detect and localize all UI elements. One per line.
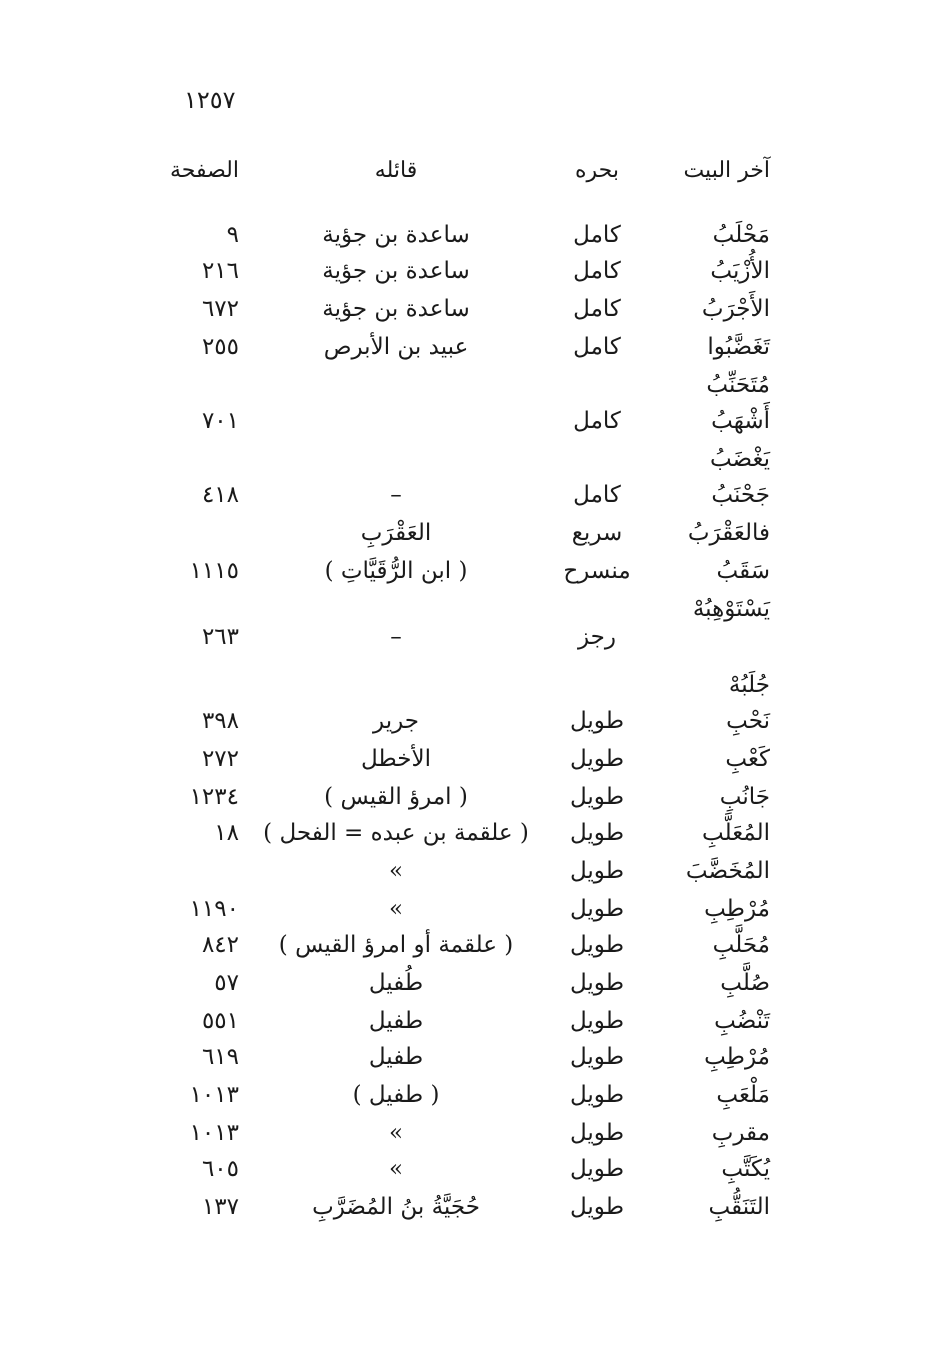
poet: ( علقمة أو امرؤ القيس ) [278, 932, 514, 958]
meter: طويل [569, 1194, 625, 1220]
page-ref: ٥٧ [214, 970, 239, 996]
rhyme-word: مَلْعَبِ [716, 1082, 770, 1108]
poet: ساعدة بن جؤية [322, 258, 470, 284]
meter: كامل [573, 222, 621, 248]
meter: طويل [569, 1082, 625, 1108]
rhyme-word: يَغْضَبُ [709, 446, 770, 472]
poet: العَقْرَبِ [360, 520, 432, 546]
poet: طُفيل [368, 970, 424, 996]
poet: جرير [373, 708, 419, 734]
poet: ( ابن الرُّقَيَّاتِ ) [324, 558, 468, 584]
page-ref: ٦٠٥ [201, 1156, 239, 1182]
rhyme-word: الأُزْيَبُ [710, 258, 770, 284]
page-ref: ٢٧٢ [201, 746, 239, 772]
poet: » [388, 858, 404, 884]
poet: ( طفيل ) [352, 1082, 440, 1108]
rhyme-word: مُحَلَّبِ [712, 932, 770, 958]
page-ref: ١٨ [214, 820, 239, 846]
page-ref: ٧٠١ [201, 408, 239, 434]
page-ref: ٢٦٣ [201, 624, 239, 650]
rhyme-word: مُتَحَنِّبُ [706, 372, 770, 398]
rhyme-word: يُكَتَّبِ [721, 1156, 770, 1182]
header-poet: قائله [374, 158, 418, 183]
poet: ساعدة بن جؤية [322, 296, 470, 322]
meter: طويل [569, 708, 625, 734]
page-ref: ١١٩٠ [189, 896, 239, 922]
poet: عبيد بن الأبرص [323, 334, 469, 360]
poet: » [388, 1156, 404, 1182]
rhyme-word: مُرْطِبِ [704, 896, 770, 922]
meter: طويل [569, 1008, 625, 1034]
page-ref: ١٣٧ [201, 1194, 239, 1220]
rhyme-word: أَشْهَبُ [711, 408, 770, 434]
meter: رجز [577, 624, 617, 650]
rhyme-word: سَقَبُ [716, 558, 770, 584]
rhyme-word: مَحْلَبُ [712, 222, 770, 248]
poet: » [388, 896, 404, 922]
rhyme-word: جَانُبِ [719, 784, 770, 810]
rhyme-word: مقربِ [711, 1120, 770, 1146]
page-ref: ٦١٩ [201, 1044, 239, 1070]
header-meter: بحره [575, 158, 619, 183]
rhyme-word: الأَجْرَبُ [701, 296, 770, 322]
meter: طويل [569, 784, 625, 810]
meter: كامل [573, 482, 621, 508]
rhyme-word: يَسْتَوْهِبُهْ [692, 596, 770, 622]
meter: طويل [569, 896, 625, 922]
rhyme-word: المُخَضَّبَ [685, 858, 770, 884]
meter: طويل [569, 1120, 625, 1146]
poet: الأخطل [360, 746, 432, 772]
page-ref: ١٠١٣ [189, 1120, 239, 1146]
rhyme-word: التَنَقُّبِ [708, 1194, 770, 1220]
poet: طفيل [368, 1008, 424, 1034]
rhyme-word: مُرْطِبِ [704, 1044, 770, 1070]
header-word: آخر البيت [683, 158, 770, 183]
meter: منسرح [563, 558, 631, 584]
rhyme-word: كَعْبِ [725, 746, 770, 772]
poet: حُجَيَّةُ بنُ المُضَرَّبِ [312, 1194, 480, 1220]
poet: طفيل [368, 1044, 424, 1070]
page-ref: ٢١٦ [201, 258, 239, 284]
rhyme-word: جَحْنَبُ [711, 482, 770, 508]
meter: طويل [569, 746, 625, 772]
page-ref: ١٠١٣ [189, 1082, 239, 1108]
poet: ( علقمة بن عبده = الفحل ) [263, 820, 529, 846]
meter: كامل [573, 334, 621, 360]
meter: طويل [569, 1156, 625, 1182]
meter: كامل [573, 408, 621, 434]
rhyme-word: تَنْضُبِ [714, 1008, 770, 1034]
meter: طويل [569, 932, 625, 958]
page-ref: ١٢٣٤ [189, 784, 239, 810]
meter: طويل [569, 858, 625, 884]
rhyme-word: فالعَقْرَبُ [687, 520, 770, 546]
page-ref: ٣٩٨ [201, 708, 239, 734]
poet: – [390, 624, 402, 650]
rhyme-word: نَحْبِ [726, 708, 770, 734]
page-ref: ١١١٥ [189, 558, 239, 584]
poet: ( امرؤ القيس ) [324, 784, 468, 810]
meter: كامل [573, 296, 621, 322]
rhyme-word: المُعَلَّبِ [702, 820, 770, 846]
rhyme-word: تَغَضَّبُوا [707, 334, 770, 360]
poet: » [388, 1120, 404, 1146]
page-ref: ٥٥١ [201, 1008, 239, 1034]
page-ref: ٦٧٢ [201, 296, 239, 322]
page-ref: ٩ [226, 222, 239, 248]
rhyme-word: جُلَبُهْ [728, 672, 770, 698]
page-number: ١٢٥٧ [184, 86, 236, 114]
meter: طويل [569, 970, 625, 996]
page-ref: ٢٥٥ [201, 334, 239, 360]
meter: طويل [569, 1044, 625, 1070]
poet: – [390, 482, 402, 508]
header-page: الصفحة [169, 158, 239, 183]
page-ref: ٤١٨ [201, 482, 239, 508]
meter: طويل [569, 820, 625, 846]
page-ref: ٨٤٢ [201, 932, 239, 958]
rhyme-word: صُلَّبِ [720, 970, 770, 996]
meter: كامل [573, 258, 621, 284]
meter: سريع [571, 520, 623, 546]
poet: ساعدة بن جؤية [322, 222, 470, 248]
